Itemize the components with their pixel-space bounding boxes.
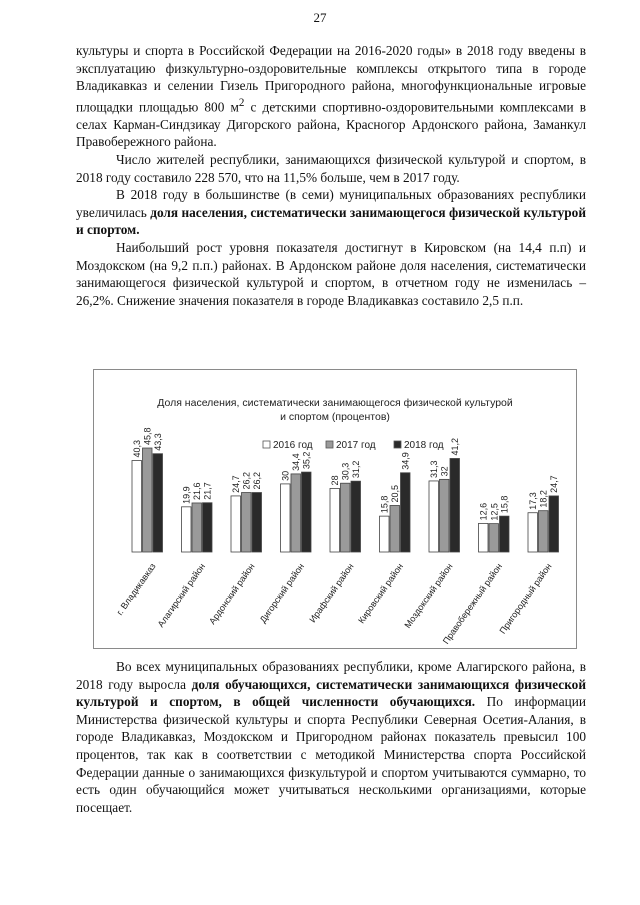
- category-label: Дигорский район: [257, 561, 307, 625]
- data-label: 35,2: [301, 451, 312, 470]
- data-label: 30,3: [340, 462, 351, 481]
- chart-legend: [263, 440, 444, 451]
- legend-swatch: [394, 441, 401, 448]
- legend-label: 2017 год: [336, 440, 376, 451]
- data-label: 31,3: [429, 460, 440, 478]
- bar: [330, 488, 340, 552]
- bar: [242, 493, 252, 552]
- chart-category-labels: [115, 561, 554, 646]
- chart-container: [93, 369, 577, 649]
- category-label: Алагирский район: [155, 561, 208, 630]
- bar: [143, 448, 153, 552]
- legend-swatch: [263, 441, 270, 448]
- data-label: 28: [330, 475, 341, 486]
- paragraph-1-text: культуры и спорта в Российской Федерации на 2016-2020 годы» в 2018 году введены в эксплуатацию физкультурно-оздоровительные комплексы открытого типа в городе Владикавказ и селении Гизель Пригородного района, многофункциональные игровые площадки площадью 800 м: [76, 43, 586, 115]
- chart-title-line-1: Доля населения, систематически занимающегося физической культурой: [157, 397, 513, 409]
- bar: [192, 503, 202, 552]
- bar: [429, 481, 439, 552]
- bar: [401, 473, 411, 552]
- paragraph-5: [76, 658, 586, 816]
- data-label: 21,7: [202, 482, 213, 500]
- data-label: 19,9: [181, 486, 192, 504]
- text-block-bottom: [76, 658, 586, 816]
- data-label: 30: [280, 470, 291, 481]
- superscript-2: 2: [238, 96, 245, 109]
- data-label: 32: [439, 466, 450, 477]
- data-label: 34,9: [400, 452, 411, 470]
- data-label: 34,4: [291, 453, 302, 471]
- paragraph-3-bold: доля населения, систематически занимающегося физической культурой и спортом.: [76, 204, 586, 238]
- bar: [479, 523, 489, 552]
- data-label: 26,2: [241, 471, 252, 490]
- paragraph-1-text-end: с детскими спортивно-оздоровительными комплексами в селах Карман-Синдзикау Дигорского района, Красногор Ардонского района, Заманкул Правобережного района.: [76, 99, 586, 150]
- paragraph-3-text: В 2018 году в большинстве (в семи) муниципальных образованиях республики увеличилась: [76, 187, 586, 220]
- data-label: 24,7: [231, 475, 242, 493]
- category-label: Правобережный район: [440, 561, 505, 646]
- page-number: 27: [313, 10, 327, 25]
- paragraph-2: Число жителей республики, занимающихся физической культурой и спортом, в 2018 году составило 228 570, что на 11,5% больше, чем в 2017 году.: [76, 151, 586, 185]
- data-label: 12,5: [489, 503, 500, 521]
- data-label: 24,7: [549, 475, 560, 493]
- bar: [351, 481, 361, 552]
- bar: [390, 505, 400, 552]
- bar-chart: [94, 370, 576, 648]
- bar: [302, 472, 312, 552]
- data-label: 26,2: [252, 471, 263, 490]
- category-label: Моздокский район: [402, 561, 455, 631]
- bar: [291, 474, 301, 552]
- data-label: 20,5: [390, 484, 401, 503]
- bar: [450, 458, 460, 552]
- paragraph-5-text: Во всех муниципальных образованиях республики, кроме Алагирского района, в 2018 году выросла: [76, 659, 586, 692]
- data-label: 12,6: [478, 502, 489, 521]
- data-label: 21,6: [192, 482, 203, 500]
- data-label: 15,8: [499, 495, 510, 514]
- paragraph-5-text-end: По информации Министерства физической культуры и спорта Республики Северная Осетия-Алания, в городе Владикавказ, Моздокском и Пригородном районах показатель превысил 100 процентов, так как в соответствии с методикой Министерства спорта Российской Федерации данные о занимающихся физкультурой и спортом учитываются суммарно, то есть один обучающийся может учитываться несколькими организациями, которые посещает.: [76, 694, 587, 815]
- data-label: 41,2: [450, 437, 461, 456]
- bar: [341, 483, 351, 552]
- legend-label: 2018 год: [404, 440, 444, 451]
- bar: [132, 461, 142, 552]
- paragraph-3: [76, 186, 586, 239]
- paragraph-5-bold: доля обучающихся, систематически занимающихся физической культурой и спортом, в общей численности обучающихся.: [76, 676, 586, 710]
- text-block-top: [76, 42, 586, 309]
- data-label: 43,3: [153, 433, 164, 451]
- bar: [500, 516, 510, 552]
- category-label: Ардонский район: [207, 561, 257, 627]
- legend-swatch: [326, 441, 333, 448]
- data-label: 17,3: [528, 492, 539, 510]
- bar: [440, 479, 450, 552]
- data-label: 31,2: [351, 460, 362, 479]
- category-label: г. Владикавказ: [114, 561, 158, 617]
- category-label: Ирафский район: [307, 561, 356, 625]
- bar: [380, 516, 390, 552]
- category-label: Кировский район: [356, 561, 406, 626]
- category-label: Пригородный район: [497, 561, 554, 636]
- bar: [153, 454, 163, 552]
- data-label: 15,8: [379, 495, 390, 514]
- paragraph-1: [76, 42, 586, 151]
- data-label: 45,8: [142, 427, 153, 446]
- legend-label: 2016 год: [273, 440, 313, 451]
- data-label: 40,3: [132, 439, 143, 458]
- bar: [528, 513, 538, 552]
- bar: [252, 493, 262, 552]
- chart-title-line-2: и спортом (процентов): [280, 411, 390, 423]
- bar: [182, 507, 192, 552]
- bar: [489, 524, 499, 552]
- bar: [203, 503, 213, 552]
- bar: [281, 484, 291, 552]
- data-label: 18,2: [538, 490, 549, 508]
- bar: [549, 496, 559, 552]
- bar: [231, 496, 241, 552]
- paragraph-4: Наибольший рост уровня показателя достигнут в Кировском (на 14,4 п.п) и Моздокском (на 9,2 п.п.) районах. В Ардонском районе доля населения, систематически занимающегося физической культурой и спортом, в отчетном году не изменилась – 26,2%. Снижение значения показателя в городе Владикавказ составило 2,5 п.п.: [76, 239, 586, 308]
- bar: [539, 511, 549, 552]
